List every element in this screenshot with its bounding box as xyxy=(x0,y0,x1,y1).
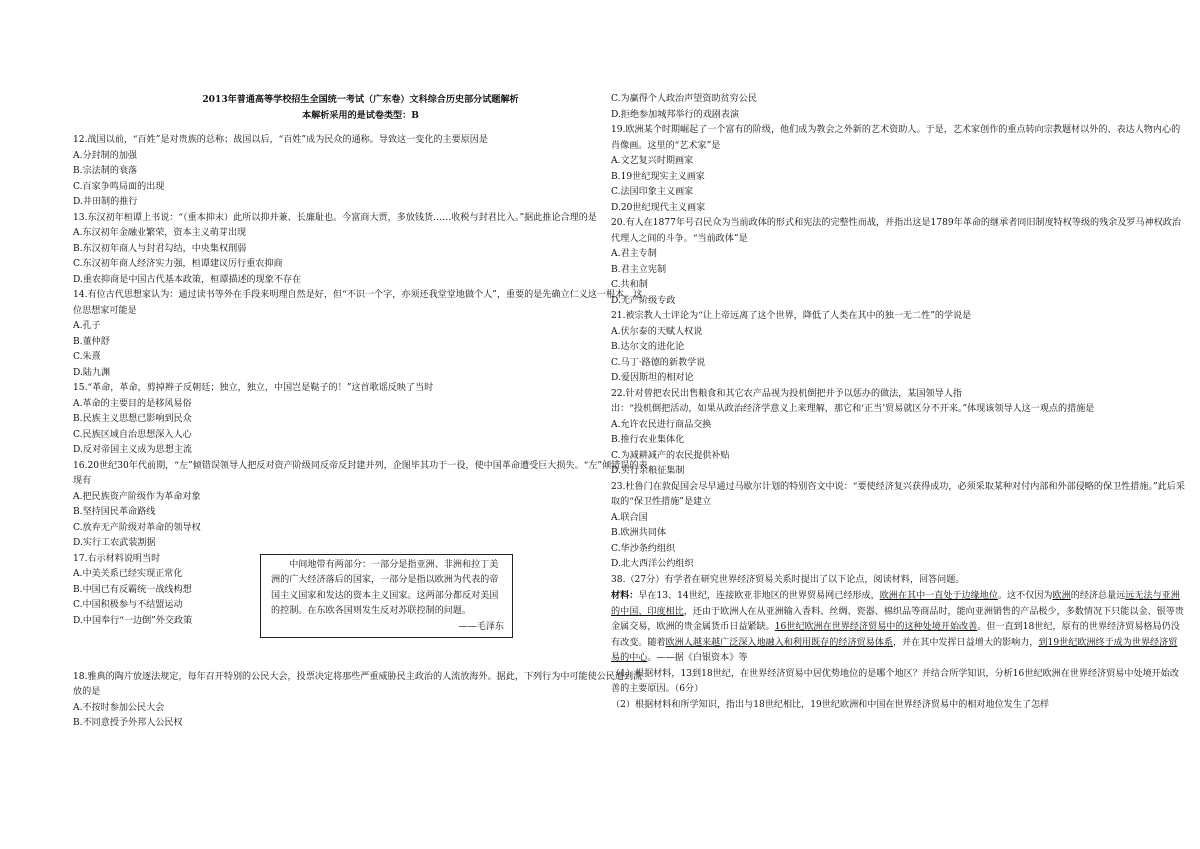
option-a: A.允许农民进行商品交换 xyxy=(611,419,712,430)
option-d: D.中国奉行“一边倒”外交政策 xyxy=(73,615,193,626)
question-14 xyxy=(73,288,648,381)
option-b: B.中国已有反霸统一战线构想 xyxy=(73,584,192,595)
question-stem: 15.“革命，革命，剪掉辫子反朝廷；独立，独立，中国岂是鞑子的！”这首歌谣反映了当时 xyxy=(73,383,434,393)
question-13 xyxy=(73,211,648,289)
question-stem: 14.有位古代思想家认为：通过读书等外在手段来明理自然是好，但“不识一个字，亦须还我堂堂地做个人”，重要的是先确立仁义这一根本。这位思想家可能是 xyxy=(73,290,643,316)
question-18 xyxy=(73,670,648,732)
material-text: 早在13、14世纪，连接欧亚非地区的世界贸易网已经形成， xyxy=(638,591,880,601)
option-d: D.无产阶级专政 xyxy=(611,295,676,306)
option-d: D.陆九渊 xyxy=(73,367,111,378)
question-15 xyxy=(73,381,648,459)
option-a: A.把民族资产阶级作为革命对象 xyxy=(73,491,201,502)
question-stem: 19.欧洲某个时期崛起了一个富有的阶级，他们成为教会之外新的艺术资助人。于是，艺术家创作的重点转向宗教题材以外的、表达人物内心的肖像画。这里的“艺术家”是 xyxy=(611,125,1181,151)
material-underlined: 欧洲 xyxy=(1052,591,1071,601)
question-stem: 16.20世纪30年代前期，“左”倾错误领导人把反对资产阶级同反帝反封建并列，企图毕其功于一役，使中国革命遭受巨大损失。“左”倾错误的表现有 xyxy=(73,460,648,486)
document-header xyxy=(73,92,648,123)
question-23 xyxy=(611,480,1186,573)
option-b: B.坚持国民革命路线 xyxy=(73,507,156,517)
material-underlined: 到19世纪欧洲终于成为世界经济贸易的中心 xyxy=(611,637,1178,663)
option-a: A.东汉初年金融业繁荣，资本主义萌芽出现 xyxy=(73,228,247,238)
material-underlined: 16世纪欧洲在世界经济贸易中的这种处境开始改善 xyxy=(774,622,978,632)
material-label: 材料： xyxy=(611,590,639,601)
option-c: C.百家争鸣局面的出现 xyxy=(73,181,165,192)
option-c: C.民族区域自治思想深入人心 xyxy=(73,429,192,440)
question-stem-line1: 22.针对曾把农民出售粮食和其它农产品视为投机倒把并予以惩办的做法，某国领导人指 xyxy=(611,388,962,399)
option-b: B.君主立宪制 xyxy=(611,264,667,275)
option-b: B.不同意授予外邦人公民权 xyxy=(73,718,183,728)
material-text: 的经济总量远 xyxy=(1070,591,1126,601)
question-17-text xyxy=(73,552,253,630)
quote-text: 中间地带有两部分：一部分是指亚洲、非洲和拉丁美洲的广大经济落后的国家，一部分是指以欧洲为代表的帝国主义国家和发达的资本主义国家。这两部分都反对美国的控制。在东欧各国则发生反对苏联控制的问题。 xyxy=(271,559,499,616)
option-b: B.宗法制的衰落 xyxy=(73,166,138,176)
option-b: B.民族主义思想已影响到民众 xyxy=(73,414,192,424)
question-12 xyxy=(73,133,648,211)
sub-question-1: （1）根据材料，13到18世纪，在世界经济贸易中居优势地位的是哪个地区？并结合所学知识，分析16世纪欧洲在世界经济贸易中处境开始改善的主要原因。（6分） xyxy=(611,668,1179,694)
option-a: A.君主专制 xyxy=(611,249,657,259)
option-a: A.孔子 xyxy=(73,321,101,331)
option-b: B.董仲舒 xyxy=(73,336,110,347)
option-d: D.拒绝参加城邦举行的戏剧表演 xyxy=(611,109,740,120)
option-a: A.不按时参加公民大会 xyxy=(73,702,165,713)
question-stem: 23.杜鲁门在敦促国会尽早通过马歇尔计划的特别咨文中说：“要使经济复兴获得成功，必须采取某种对付内部和外部侵略的保卫性措施。”此后采取的“保卫性措施”是建立 xyxy=(611,481,1185,507)
question-16 xyxy=(73,459,648,552)
page-title: 2013年普通高等学校招生全国统一考试（广东卷）文科综合历史部分试题解析 xyxy=(202,94,519,105)
option-c: C.共和制 xyxy=(611,280,648,290)
question-stem-rest: 出：“投机倒把活动，如果从政治经济学意义上来理解，那它和‘正当’贸易就区分不开来。”体现该领导人这一观点的措施是 xyxy=(611,404,1095,414)
question-stem: 20.有人在1877年号召民众为当前政体的形式和宪法的完整性而战，并指出这是1789年革命的继承者同旧制度特权等级的残余及罗马神权政治代理人之间的斗争。“当前政体”是 xyxy=(611,218,1181,244)
option-c: C.东汉初年商人经济实力强，桓谭建议厉行重农抑商 xyxy=(73,259,283,269)
option-d: D.20世纪现代主义画家 xyxy=(611,202,706,213)
option-b: B.19世纪现实主义画家 xyxy=(611,171,705,182)
option-b: B.东汉初年商人与封君勾结，中央集权削弱 xyxy=(73,243,247,254)
question-stem: 21.被宗教人士评论为“让上帝远离了这个世界，降低了人类在其中的独一无二性”的学说是 xyxy=(611,311,972,321)
option-d: D.实行工农武装割据 xyxy=(73,538,156,548)
material-text: 。这不仅因为 xyxy=(997,591,1053,601)
option-d: D.爱因斯坦的相对论 xyxy=(611,373,694,383)
material-text: ，并在其中发挥日益增大的影响力， xyxy=(892,637,1039,648)
question-stem: 12.战国以前，“百姓”是对贵族的总称；战国以后，“百姓”成为民众的通称。导致这一变化的主要原因是 xyxy=(73,135,488,145)
question-18-continued xyxy=(611,92,1186,123)
option-a: A.中美关系已经实现正常化 xyxy=(73,569,183,579)
option-c: C.马丁·路德的新教学说 xyxy=(611,357,706,368)
option-c: C.放弃无产阶级对革命的领导权 xyxy=(73,522,201,533)
option-d: D.实行余粮征集制 xyxy=(611,466,685,476)
option-b: B.欧洲共同体 xyxy=(611,528,667,538)
question-stem: 38.（27分）有学者在研究世界经济贸易关系时提出了以下论点，阅读材料，回答问题。 xyxy=(611,574,965,585)
material-underlined: 欧洲人越来越广泛深入地融入和利用既存的经济贸易体系 xyxy=(665,637,893,648)
option-b: B.推行农业集体化 xyxy=(611,435,685,445)
quote-box xyxy=(260,554,513,639)
material-text: 。但一直到18世纪，原有的世界经济贸易格局仍没有改变。随着 xyxy=(611,622,1180,648)
option-d: D.井田制的推行 xyxy=(73,197,138,207)
option-d: D.重农抑商是中国古代基本政策，桓谭描述的现象不存在 xyxy=(73,274,302,285)
option-a: A.联合国 xyxy=(611,512,648,523)
option-b: B.达尔文的进化论 xyxy=(611,342,685,352)
question-stem: 17.右示材料说明当时 xyxy=(73,553,161,564)
option-c: C.为赢得个人政治声望资助贫穷公民 xyxy=(611,94,757,104)
option-a: A.革命的主要目的是移风易俗 xyxy=(73,398,192,409)
material-underlined: 远无法与亚洲的中国、印度相比 xyxy=(611,591,1180,617)
page-subtitle: 本解析采用的是试卷类型：B xyxy=(302,109,419,121)
question-stem: 13.东汉初年桓谭上书说：“（重本抑末）此所以抑并兼、长廉耻也。今富商大贾，多放钱货……收税与封君比入。”据此推论合理的是 xyxy=(73,212,597,223)
option-c: C.为减耕减产的农民提供补贴 xyxy=(611,450,730,461)
option-c: C.朱熹 xyxy=(73,352,101,362)
sub-question-2: （2）根据材料和所学知识，指出与18世纪相比，19世纪欧洲和中国在世界经济贸易中的相对地位发生了怎样 xyxy=(611,699,1050,710)
question-21 xyxy=(611,309,1186,387)
question-38 xyxy=(611,573,1186,714)
option-a: A.分封制的加强 xyxy=(73,150,138,161)
option-c: C.法国印象主义画家 xyxy=(611,187,694,197)
material-text: ，还由于欧洲人在从亚洲输入香料、丝绸、瓷器、棉织品等商品时，能向亚洲销售的产品极少，多数情况下只能以金、银等贵金属交易，欧洲的贵金属货币日益紧缺。 xyxy=(611,606,1184,632)
option-a: A.伏尔泰的天赋人权说 xyxy=(611,326,703,337)
option-d: D.反对帝国主义成为思想主流 xyxy=(73,445,192,455)
question-22 xyxy=(611,387,1186,480)
option-c: C.华沙条约组织 xyxy=(611,543,676,554)
option-c: C.中国积极参与不结盟运动 xyxy=(73,600,183,610)
question-19 xyxy=(611,123,1186,216)
question-17 xyxy=(73,552,648,660)
left-column xyxy=(73,92,648,732)
question-20 xyxy=(611,216,1186,309)
material-underlined: 欧洲在其中一直处于边缘地位 xyxy=(879,591,998,601)
material-text: 。——据《白银资本》等 xyxy=(647,653,748,663)
material-paragraph xyxy=(611,588,1186,667)
question-stem: 18.雅典的陶片放逐法规定，每年召开特别的公民大会，投票决定将那些严重威胁民主政治的人流放海外。据此，下列行为中可能使公民遭到流放的是 xyxy=(73,671,643,697)
option-a: A.文艺复兴时期画家 xyxy=(611,156,694,166)
option-d: D.北大西洋公约组织 xyxy=(611,559,694,569)
right-column xyxy=(611,92,1186,713)
quote-source: ——毛泽东 xyxy=(458,621,504,632)
